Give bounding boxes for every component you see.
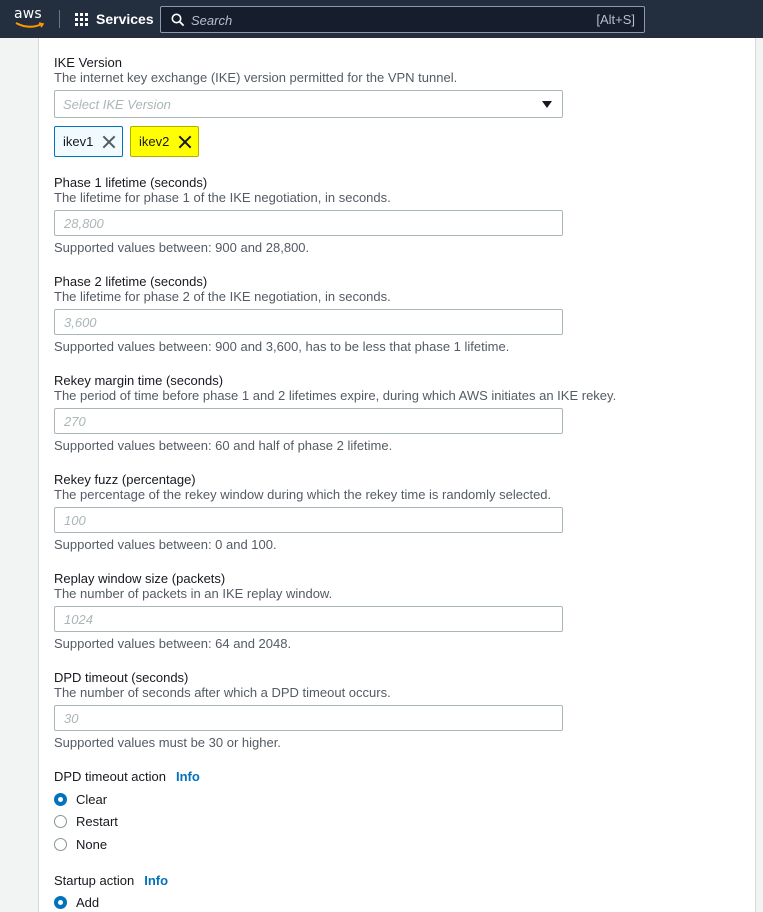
radio-label: Restart bbox=[76, 814, 118, 829]
search-input[interactable] bbox=[191, 10, 571, 30]
top-navigation-bar bbox=[0, 0, 763, 38]
ike-version-label: IKE Version bbox=[54, 55, 122, 70]
replay-window-hint: Supported values between: 64 and 2048. bbox=[54, 636, 292, 651]
ike-version-select-placeholder: Select IKE Version bbox=[63, 97, 171, 112]
phase1-lifetime-input[interactable] bbox=[55, 211, 562, 235]
phase1-lifetime-description: The lifetime for phase 1 of the IKE negotiation, in seconds. bbox=[54, 190, 391, 205]
radio-label: Add bbox=[76, 895, 100, 910]
rekey-fuzz-hint: Supported values between: 0 and 100. bbox=[54, 537, 277, 552]
aws-smile-icon bbox=[15, 22, 45, 30]
token-ikev2 bbox=[130, 126, 199, 157]
startup-action-option-add[interactable] bbox=[54, 895, 99, 910]
aws-logo[interactable] bbox=[14, 6, 46, 30]
phase2-lifetime-description: The lifetime for phase 2 of the IKE negotiation, in seconds. bbox=[54, 289, 391, 304]
token-ikev1 bbox=[54, 126, 123, 157]
rekey-margin-hint: Supported values between: 60 and half of phase 2 lifetime. bbox=[54, 438, 393, 453]
rekey-fuzz-description: The percentage of the rekey window during which the rekey time is randomly selected. bbox=[54, 487, 552, 502]
dpd-action-label: DPD timeout action bbox=[54, 769, 166, 784]
radio-label: None bbox=[76, 837, 108, 852]
dpd-action-info-link[interactable]: Info bbox=[176, 769, 200, 784]
radio-unselected-icon bbox=[54, 815, 67, 828]
rekey-fuzz-label: Rekey fuzz (percentage) bbox=[54, 472, 196, 487]
phase2-lifetime-hint: Supported values between: 900 and 3,600, has to be less that phase 1 lifetime. bbox=[54, 339, 510, 354]
token-label: ikev2 bbox=[139, 134, 170, 149]
phase1-lifetime-label: Phase 1 lifetime (seconds) bbox=[54, 175, 208, 190]
phase2-lifetime-field bbox=[54, 309, 563, 335]
startup-action-heading bbox=[54, 873, 168, 888]
dpd-timeout-field bbox=[54, 705, 563, 731]
search-shortcut-hint: [Alt+S] bbox=[596, 12, 635, 27]
replay-window-description: The number of packets in an IKE replay window. bbox=[54, 586, 333, 601]
radio-unselected-icon bbox=[54, 838, 67, 851]
radio-label: Clear bbox=[76, 792, 108, 807]
dpd-timeout-hint: Supported values must be 30 or higher. bbox=[54, 735, 281, 750]
ike-version-description: The internet key exchange (IKE) version permitted for the VPN tunnel. bbox=[54, 70, 458, 85]
dpd-timeout-input[interactable] bbox=[55, 706, 562, 730]
dpd-timeout-label: DPD timeout (seconds) bbox=[54, 670, 189, 685]
phase2-lifetime-input[interactable] bbox=[55, 310, 562, 334]
phase2-lifetime-label: Phase 2 lifetime (seconds) bbox=[54, 274, 208, 289]
replay-window-input[interactable] bbox=[55, 607, 562, 631]
services-menu-button[interactable] bbox=[75, 0, 154, 38]
aws-logo-text: aws bbox=[14, 6, 42, 22]
caret-down-icon bbox=[542, 101, 552, 108]
rekey-margin-field bbox=[54, 408, 563, 434]
remove-token-icon[interactable] bbox=[178, 135, 192, 149]
rekey-margin-label: Rekey margin time (seconds) bbox=[54, 373, 224, 388]
search-box[interactable] bbox=[160, 6, 645, 33]
ike-version-select[interactable] bbox=[54, 90, 563, 118]
header-divider bbox=[59, 10, 60, 28]
remove-token-icon[interactable] bbox=[102, 135, 116, 149]
startup-action-info-link[interactable]: Info bbox=[144, 873, 169, 888]
dpd-action-option-clear[interactable] bbox=[54, 792, 107, 807]
dpd-action-heading bbox=[54, 769, 200, 784]
startup-action-label: Startup action bbox=[54, 873, 135, 888]
token-label: ikev1 bbox=[63, 134, 94, 149]
rekey-fuzz-input[interactable] bbox=[55, 508, 562, 532]
radio-selected-icon bbox=[54, 896, 67, 909]
phase1-lifetime-hint: Supported values between: 900 and 28,800. bbox=[54, 240, 310, 255]
rekey-margin-description: The period of time before phase 1 and 2 lifetimes expire, during which AWS initiates an IKE rekey. bbox=[54, 388, 617, 403]
rekey-fuzz-field bbox=[54, 507, 563, 533]
search-icon bbox=[171, 13, 185, 27]
replay-window-label: Replay window size (packets) bbox=[54, 571, 226, 586]
services-grid-icon bbox=[75, 13, 88, 26]
dpd-action-option-none[interactable] bbox=[54, 837, 107, 852]
radio-selected-icon bbox=[54, 793, 67, 806]
rekey-margin-input[interactable] bbox=[55, 409, 562, 433]
dpd-timeout-description: The number of seconds after which a DPD timeout occurs. bbox=[54, 685, 391, 700]
phase1-lifetime-field bbox=[54, 210, 563, 236]
dpd-action-option-restart[interactable] bbox=[54, 814, 118, 829]
services-label: Services bbox=[96, 11, 154, 27]
replay-window-field bbox=[54, 606, 563, 632]
